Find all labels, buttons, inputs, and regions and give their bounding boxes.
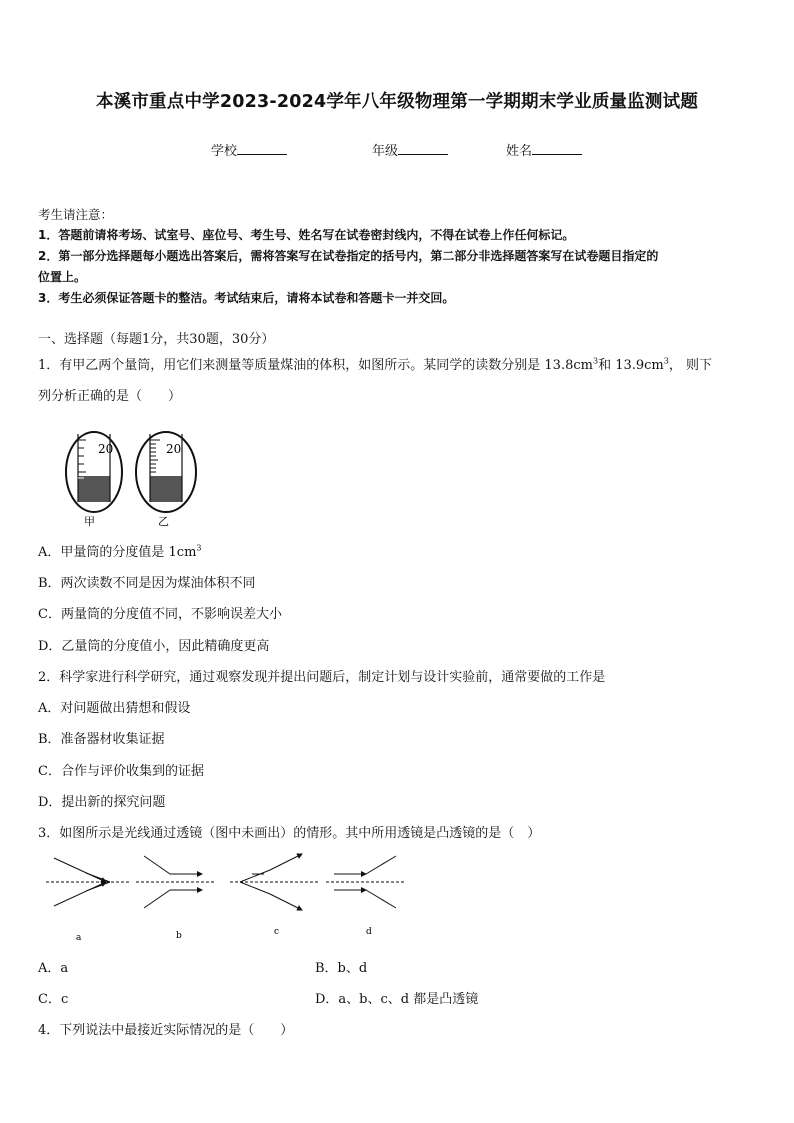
q2-option-c: C．合作与评价收集到的证据 (38, 764, 204, 779)
cylinder-yi (136, 432, 196, 528)
q3-option-d: D．a、b、c、d 都是凸透镜 (315, 992, 479, 1007)
q2-stem: 2．科学家进行科学研究，通过观察发现并提出问题后，制定计划与设计实验前，通常要做的工作是 (38, 670, 606, 685)
notice-item-3: 3．考生必须保证答题卡的整洁。考试结束后，请将本试卷和答题卡一并交回。 (38, 291, 455, 305)
school-label: 学校 (211, 144, 238, 159)
label-b: b (176, 931, 182, 941)
scale-20-right: 20 (166, 442, 182, 456)
q1-option-d: D．乙量筒的分度值小，因此精确度更高 (38, 639, 270, 654)
ray-diagram-c (230, 854, 320, 937)
q1-stem-part-b: 和 13.9cm (598, 358, 664, 373)
page-title: 本溪市重点中学2023-2024学年八年级物理第一学期期末学业质量监测试题 (95, 92, 699, 112)
q1-cylinder-figure (62, 426, 212, 530)
notice-item-2: 2．第一部分选择题每小题选出答案后，需将答案写在试卷指定的括号内，第二部分非选择题答案写在试卷题目指定的 (38, 249, 659, 263)
q4-stem: 4．下列说法中最接近实际情况的是（ ） (38, 1023, 294, 1038)
sup-3: 3 (196, 543, 202, 553)
label-a: a (76, 933, 82, 943)
grade-label: 年级 (372, 144, 399, 159)
q1-option-c: C．两量筒的分度值不同，不影响误差大小 (38, 607, 282, 622)
q3-option-b: B．b、d (315, 961, 368, 976)
notice-item-2-cont: 位置上。 (38, 270, 87, 284)
label-d: d (366, 927, 372, 937)
q3-option-a: A．a (38, 961, 69, 976)
q3-lens-figure (40, 850, 420, 950)
cylinder-jia (66, 432, 122, 528)
notice-item-1: 1．答题前请将考场、试室号、座位号、考生号、姓名写在试卷密封线内，不得在试卷上作任何标记。 (38, 228, 575, 242)
q3-option-c: C．c (38, 992, 69, 1007)
q1-stem (38, 354, 712, 373)
ray-diagram-a (46, 858, 130, 943)
school-blank (237, 142, 287, 155)
scale-20-left: 20 (98, 442, 114, 456)
label-jia: 甲 (84, 515, 95, 528)
ray-diagram-d (326, 856, 404, 937)
name-label: 姓名 (506, 144, 533, 159)
school-field (211, 140, 287, 159)
q2-option-b: B．准备器材收集证据 (38, 732, 165, 747)
section-heading: 一、选择题（每题1分，共30题，30分） (38, 332, 275, 347)
q1-stem-part-a: 1．有甲乙两个量筒，用它们来测量等质量煤油的体积，如图所示。某同学的读数分别是 13.8cm (38, 358, 593, 373)
notice-heading: 考生请注意： (38, 207, 114, 222)
q1-option-a (38, 541, 202, 560)
sup-3: 3 (663, 356, 669, 366)
ray-diagram-b (136, 856, 216, 941)
q3-stem: 3．如图所示是光线通过透镜（图中未画出）的情形。其中所用透镜是凸透镜的是（ ） (38, 826, 541, 841)
q1-stem-part-c: ， 则下 (668, 358, 712, 373)
label-c: c (274, 927, 280, 937)
q1-stem-line2: 列分析正确的是（ ） (38, 389, 182, 404)
q1-option-b: B．两次读数不同是因为煤油体积不同 (38, 576, 256, 591)
sup-3: 3 (592, 356, 599, 366)
q2-option-a: A．对问题做出猜想和假设 (38, 701, 191, 716)
label-yi: 乙 (158, 515, 169, 528)
name-field (506, 140, 582, 159)
q1-option-a-text: A．甲量筒的分度值是 1cm (38, 545, 197, 560)
grade-blank (398, 142, 448, 155)
q2-option-d: D．提出新的探究问题 (38, 795, 166, 810)
notice-block (38, 204, 758, 309)
grade-field (372, 140, 448, 159)
name-blank (532, 142, 582, 155)
